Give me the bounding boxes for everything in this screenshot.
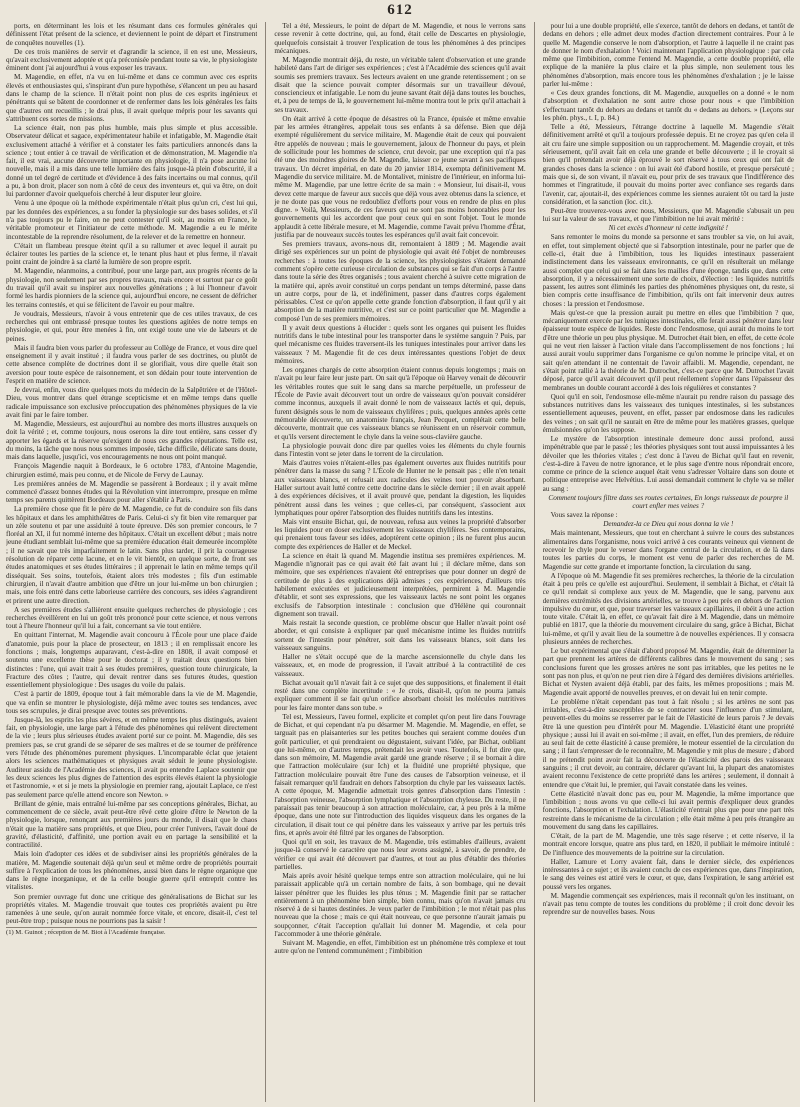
paragraph: Quoi qu'il en soit, les travaux de M. Magendie, très estimables d'ailleurs, avaient jusque-là conservé le caractère que nous leur avons assigné, à savoir, de prendre, de vérifier ce qui avait été découvert par d'autres, et tout au plus d'établir des théories partielles. [274,837,526,871]
paragraph: Bichat avouait qu'il n'avait fait à ce sujet que des suppositions, et finalement il était resté dans une complète incertitude : « Je crois, disait-il, qu'on ne pourra jamais expliquer comment il se fait qu'un orifice absorbant choisit les molécules nutritives pour les faire monter dans son tube. » [274,678,526,712]
paragraph: Les organes chargés de cette absorption étaient connus depuis longtemps ; mais on n'avait pu leur faire leur juste part. On sait qu'à l'époque où Harvey venait de découvrir les véritables routes que suit le sang dans sa marche perpétuelle, un professeur de l'École de Pavie avait découvert tout un ordre de vaisseaux qu'on pouvait considérer comme inconnus, auxquels il avait donné le nom de vaisseaux lactés et qui, depuis, furent désignés sous le nom de vaisseaux chylifères ; puis, quelques années après cette mémorable découverte, un anatomiste français, Jean Pecquet, complétait cette belle découverte, montrait que ces vaisseaux blancs se réunissent en un réservoir commun, et qu'ils versent directement le chyle dans la veine sous-clavière gauche. [274,366,526,441]
paragraph: La science était, non pas plus humble, mais plus simple et plus accessible. Observateur délicat et sagace, expérimentateur habile et infatigable, M. Magendie était exclusivement attaché à vérifier et à constater les faits particuliers annoncés dans la science ; tout entier à ce travail de vérification et de démonstration, M. Magendie n'a fait, il est vrai, aucune découverte importante en physiologie, il n'a pose aucune loi nouvelle, mais il a mis dans une telle lumière des faits jusque-là plein d'obscurité, il a donné un tel degré de certitude et d'évidence à des faits incertains ou mal connus, qu'il a pu, à bon droit, placer son nom à côté de ceux des inventeurs et, qui va être, on doit lui pardonner d'avoir quelquefois cherché à leur disputer leur gloire. [6,123,258,199]
paragraph: Demandez-la ce Dieu qui nous donna la vie ! [603,520,734,529]
paragraph: Il y avait deux questions à élucider : quels sont les organes qui puisent les fluides nutritifs dans le tube intestinal pour les transporter dans le système sanguin ? Puis, par quel mécanisme ces fluides traversent-ils les tuniques intestinales pour arriver dans les vaisseaux ? M. Magendie fit de ces deux intéressantes questions l'objet de deux mémoires. [274,323,526,366]
paragraph: Mais restait la seconde question, ce problème obscur que Haller n'avait point osé aborder, et qui consiste à expliquer par quel mécanisme intime les fluides nutritifs sortent de l'intestin pour pénétrer, soit dans les vaisseaux blancs, soit dans les vaisseaux sanguins. [274,619,526,652]
paragraph: ports, en déterminant les lois et les résumant dans ces formules générales qui définissent l'état présent de la science, et deviennent le point de départ et l'instrument de conquêtes nouvelles (1). [6,22,258,47]
text-columns [6,22,794,1102]
paragraph: M. Magendie, néanmoins, a contribué, pour une large part, aux progrès récents de la physiologie, non seulement par ses propres travaux, mais encore et surtout par ce goût du travail qu'il avait su inspirer aux nouvelles générations ; à lui l'honneur d'avoir formé les hardis pionniers de la science qui, aujourd'hui encore, ne cessent de défricher les terrains contestés, et qui se félicitent de l'avoir eu pour maître. [6,267,258,309]
paragraph: François Magendie naquit à Bordeaux, le 6 octobre 1783, d'Antoine Magendie, chirurgien estimé, mais peu connu, et de Nicole de Fervy de Launay. [6,462,258,479]
paragraph: Comment toujours filtre dans ses routes certaines, En longs ruisseaux de pourpre il court enfler mes veines ? [548,493,789,511]
paragraph: Suivant M. Magendie, en effet, l'imbibition est un phénomène très complexe et tout autre qu'on ne l'entend communément ; l'imbibition [274,939,526,956]
paragraph: Vous savez la réponse : [550,511,618,520]
paragraph: Quoi qu'il en soit, l'endosmose elle-même n'aurait pu rendre raison du passage des substances nutritives dans les vaisseaux des tuniques intestinales, si les substances essentiellement aqueuses, peuvent, en effet, passer par endosmose dans les radicules des veines ; on sait qu'il ne saurait en être de même pour les matières grasses, quelque émulsionnées qu'on les suppose. [542,392,794,434]
paragraph: Le but expérimental que s'était d'abord proposé M. Magendie, était de déterminer la part que prennent les artères de différents calibres dans le mouvement du sang ; ses conclusions furent que les grosses artères ne sont pas irritables, que les petites ne le sont pas non plus, et qu'on ne peut rien dire à l'égard des dernières divisions artérielles. Bichat et Nysten avaient déjà établi, par des faits, les mêmes propositions ; mais M. Magendie avait apporté de nouvelles preuves, et on devait lui en tenir compte. [542,647,794,697]
paragraph: C'était un flambeau presque éteint qu'il a su rallumer et avec lequel il aurait pu éclairer toutes les parties de la science et, le tenant plus haut et plus ferme, il n'avait point craint de joindre à sa clarté la lumière de son propre esprit. [6,241,258,267]
paragraph: La première chose que fit le père de M. Magendie, ce fut de conduire son fils dans les hôpitaux et dans les amphithéâtres de Paris. Celui-ci s'y fit bien vite remarquer par un zèle soutenu et par une assiduité à toute épreuve. Dès son premier concours, le 7 floréal an XI, il fut nommé interne des hôpitaux. C'était un excellent début ; mais notre jeune étudiant semblait lui-même que sa première éducation était demeurée incomplète ; il ne savait que très imparfaitement le latin. Sans plus tarder, il prit la courageuse résolution de réparer cette lacune, et en le vit bientôt, en quelque sorte, de front ses études anatomiques et ses études littéraires ; il apprenait le latin en même temps qu'il disséquait. Ses soins, toutefois, étaient alors très modestes ; fils d'un estimable chirurgien, il n'avait d'autre ambition que d'être un jour lui-même un bon chirurgien ; mais, une fois entré dans cette laborieuse carrière des concours, ses idées s'agrandirent et prirent une autre direction. [6,505,258,605]
paragraph: M. Magendie, Messieurs, est aujourd'hui au nombre des morts illustres auxquels on doit la vérité ; et, comme toujours, nous oserons la dire tout entière, sans cesser d'y apporter les égards et la réserve qu'exigent de nous ces grandes réputations. Telle est, du moins, la tâche que nous nous sommes imposée, tâche difficile, délicate sans doute, mais dans laquelle, jusqu'ici, vos encouragements ne nous ont point manqué. [6,419,258,462]
paragraph: Brillant de génie, mais entraîné lui-même par ses conceptions générales, Bichat, au commencement de ce siècle, avait peut-être rêvé cette gloire d'être le Newton de la physiologie, lorsque, renonçant aux premières jours du monde, il disait que le chaos n'était que la matière sans propriétés, et que Dieu, pour créer l'univers, l'avait doué de gravité, d'élasticité, d'affinité, une portion avait eu en partage la sensibilité et la contractilité. [6,799,258,850]
paragraph: La science en était là quand M. Magendie institua ses premières expériences. M. Magendie n'ignorait pas ce qui avait été fait avant lui ; il déclare même, dans son mémoire, que ses expériences n'avaient été entreprises que pour donner un degré de certitude de plus à des explications déjà admises ; ces expériences, d'ailleurs très habilement exécutées et judicieusement interprétées, permirent à M. Magendie d'établir, et sont ses expressions, que les vaisseaux lactés ne sont point les organes exclusifs de l'absorption intestinale : conclusion que d'Hélène qui couronnait dignement son travail. [274,551,526,618]
paragraph: pour lui a une double propriété, elle s'exerce, tantôt de dehors en dedans, et tantôt de dedans en dehors ; elle admet deux modes d'action directement contraires. Pour à le quelle M. Magendie conserve le nom d'absorption, et l'autre à laquelle il ne craint pas de donner le nom d'exhalation ! Voici maintenant l'application physiologique : par cela même que l'imbibition, comme l'entend M. Magendie, a cette double propriété, elle explique de la manière la plus claire et la plus simple, non seulement tous les phénomènes d'absorption, mais encore tous les phénomènes d'exhalation ; je le laisse parler lui-même : [542,22,794,89]
paragraph: Haller, Lamure et Lorry avaient fait, dans le dernier siècle, des expériences intéressantes à ce sujet ; et ils avaient conclu de ces expériences que, dans l'inspiration, le sang des veines est attiré vers le cœur, et que, dans l'expiration, le sang artériel est poussé vers les organes. [542,857,794,891]
paragraph: Son premier ouvrage fut donc une critique des généralisations de Bichat sur les propriétés vitales. M. Magendie trouvait que toutes ces propriétés avaient pu être ramenées à une seule, qu'on aurait nommée force vitale, et encore, disait-il, c'est tel peut-être trop ; puisque nous ne pourrions pas la saisir ! [6,892,258,926]
paragraph: Tel est, Messieurs, l'aveu formel, explicite et complet qu'on peut lire dans l'ouvrage de Bichat, et qui cependant n'a pu désarmer M. Magendie. M. Magendie, en effet, se targuait pas en plaisanteries sur les petites bouches qui seraient comme douées d'un goût particulier, et qui prendraient ou dégustaient, suivant l'idée, par Bichat, oubliant que lui-même, on d'autres temps, prétendait les avoir vues. Toutefois, il fut dire que, dans son mémoire, M. Magendie avait gardé une grande réserve ; il se bornait à dire que l'attraction moléculaire (sur Ich) et la fluidité une propriété physique, que l'attraction moléculaire pouvait être l'une des causes de l'absorption veineuse, et il faisait remarquer qu'il faudrait en dehors l'absorption du chyle par les vaisseaux lactés. A cette époque, M. Magendie admettait trois genres d'absorption dans l'intestin : l'absorption veineuse, l'absorption lymphatique et l'absorption chyleuse. Du reste, il ne paraissait pas tenir beaucoup à son attraction moléculaire, car, à peu près à la même époque, dans une note sur l'introduction des liquides visqueux dans les organes de la circulation, il disait tout ce qui pénètre dans les vaisseaux y arrive par les pertuis très fins, et après avoir été filtré par les organes de l'absorption. [274,712,526,837]
paragraph: Le problème n'était cependant pas tout à fait résolu ; si les artères ne sont pas irritables, c'est-à-dire susceptibles de se contracter sous l'influence d'un stimulant, peuvent-elles du moins se resserrer par le fait de l'élasticité de leurs parois ? Je devais être là une question peu d'intérêt pour M. Magendie. L'élasticité étant une propriété physique ; aussi lui il avait en soi-même ; il avait, en effet, l'un des premiers, de réduire au seul fait de cette élasticité à cause première, le moteur essentiel de la circulation du sang ; il faut s'empresser de le reconnaître, M. Magendie y mit plus de mesure ; d'abord il ne prétendit point avoir fait la découverte de l'élasticité des parois des vaisseaux sanguins ; il crut devoir, au contraire, déclarer qu'avant lui, la plupart des anatomistes avaient reconnu l'existence de cette propriété dans les artères ; seulement, il donnait à entendre que c'était lui, le premier, qui l'avait constatée dans les veines. [542,697,794,789]
paragraph: Tel a été, Messieurs, le point de départ de M. Magendie, et nous le verrons sans cesse revenir à cette doctrine, qui, au fond, était celle de Descartes en physiologie, quelquefois consistait à trouver l'explication de tous les phénomènes à des principes mécaniques. [274,22,526,55]
paragraph: « Ces deux grandes fonctions, dit M. Magendie, auxquelles on a donné « le nom d'absorption et d'exhalation ne sont autre chose pour nous « que l'imbibition s'effectuant tantôt du dehors au dedans et tantôt du « dedans au dehors. » (Leçons sur les phén. phys., t. I, p. 84.) [542,89,794,123]
paragraph: M. Magendie montrait déjà, du reste, un véritable talent d'observation et une grande habileté dans l'art de diriger ses expériences ; c'est à l'Académie des sciences qu'il avait soumis ses premiers travaux. Ses lecteurs avaient en une grande retentissement ; on se disait que la science pouvait compter désormais sur un travailleur dévoué, consciencieux et infatigable. Le nom du jeune savant était déjà dans toutes les bouches, et, à peu de temps de là, le gouvernement lui-même montra tout le prix qu'il attachait à ses travaux. [274,55,526,114]
paragraph: M. Magendie, en effet, n'a vu en lui-même et dans ce commun avec ces esprits élevés et enthousiastes qui, s'inspirant d'un pure hypothèse, s'élancent un peu au hasard dans le champ de la science. Il n'était point non plus de ces esprits ingénieux et pénétrants qui se bâtent de coordonner et de renfermer dans les lois générales les faits que d'autres ont recueillis ; le drai plus, il avait quelque mépris pour les savants qui s'attribuent ces sortes de missions. [6,73,258,123]
paragraph: M. Magendie commençait ses expériences, mais il reconnaît qu'on les instituant, on n'avait pas tenu compte de toutes les conditions du problème ; il croit donc devoir les reprendre sur de nouvelles bases. Nous [542,891,794,917]
paragraph: Jusque-là, les esprits les plus sévères, et en même temps les plus distingués, avaient fait, en physiologie, une large part à l'étude des phénomènes qui relèvent directement de la vie ; leurs plus sérieuses études avaient porté sur ce point. M. Magendie, dès ses premiers pas, se crut grandi de se séparer de ses maîtres et de se tourner de préférence vers l'étude des phénomènes purement physiques. L'incomparable éclat que jetaient alors les sciences mathématiques et physiques avait séduit le jeune physiologiste. Auditeur assidu de l'Académie des sciences, il avait pu entendre Laplace soutenir que les deux sciences les plus dignes de l'attention des esprits élevés étaient la physiologie et l'astronomie, « et si je mets la physiologie en premier rang, ajoutait Laplace, ce n'est pas seulement parce qu'elle attend encore son Newton. » [6,715,258,799]
paragraph: Je devrai, enfin, vous dire quelques mots du médecin de la Salpêtrière et de l'Hôtel-Dieu, vous montrer dans quel étrange scepticisme et en même temps dans quelle radicale impuissance son exclusive préoccupation des phénomènes physiques de la vie avait fini par le faire tomber. [6,385,258,419]
paragraph: On était arrivé à cette époque de désastres où la France, épuisée et même envahie par les armées étrangères, appelait tous ses enfants à sa défense. Bien que déjà exempté régulièrement du service militaire, M. Magendie était de ceux qui pouvaient être appelés de nouveau ; mais le gouvernement, jaloux de l'honneur du pays, et plein de sollicitude pour les hommes de science, crut devoir, par une exception qui n'a pas été une des moindres gloires de M. Magendie, laisser ce jeune savant à ses pacifiques travaux. Un décret impérial, en date du 20 janvier 1814, exempta définitivement M. Magendie du service militaire. M. de Montalivet, ministre de l'intérieur, en informa lui-même M. Magendie, par une lettre écrite de sa main : « Monsieur, lui disait-il, vous devez cette marque de faveur aux succès que déjà vous avez obtenus dans la science, et je ne doute pas que vous ne redoubliez d'efforts pour vous en rendre de plus en plus digne. » Voilà, Messieurs, de ces faveurs qui ne sont pas moins honorables pour les gouvernements qui les accordent que pour ceux qui en sont l'objet. Tout le monde applaudit à cette libérale mesure, et M. Magendie, comme l'avait prévu l'homme d'État, justifia par de nouveaux succès toutes les espérances qu'il avait fait concevoir. [274,114,526,240]
paragraph: Venu à une époque où la méthode expérimentale n'était plus qu'un cri, c'est lui qui, par les données des expériences, a su fonder la physiologie sur des bases solides, et s'il n'a pas toujours pu le faire, on ne peut contester qu'il soit, au moins en France, le véritable promoteur et l'initiateur de cette méthode. M. Magendie a eu le mérite incontestable de la reprendre résolument, de la relever et de la remettre en honneur. [6,199,258,241]
paragraph: Peut-être trouverez-vous avec nous, Messieurs, que M. Magendie s'abusait un peu lui sur la valeur de ses travaux, et que l'imbibition ne lui avait mérité : [542,206,794,224]
paragraph: Sans remonter le moins du monde sa personne et sans troubler sa vie, on lui avait, en effet, tout simplement objecté que si l'absorption intestinale, pour ne parler que de celle-ci, était due à l'imbibition, tous les liquides intestinaux passeraient indistinctement dans les vaisseaux environnants, ce qu'il en résulterait un mélange aussi complet que celui qui se fait dans les mailles d'une éponge, tandis que, dans cette absorption, il y a nécessairement une sorte de choix, d'élection : les liquides nutritifs passent, les autres sont éliminés les parties des phénomènes physiques ont, du reste, si bien compris cette insuffisance de l'imbibition, qu'ils ont fait intervenir deux autres choses : la pression et l'endosmose. [542,233,794,308]
paragraph: Mais il faudra bien vous parler du professeur au Collège de France, et vous dire quel enseignement il y avait institué ; il faudra vous parler de ses doctrines, ou plutôt de cette absence complète de doctrines dont il se glorifiait, vous dire quelle était son aversion pour toute espèce de raisonnement, et son dédain pour toute intervention de l'esprit en matière de science. [6,343,258,385]
paragraph: Mais d'autres voies n'étaient-elles pas également ouvertes aux fluides nutritifs pour pénétrer dans la masse du sang ? L'École de Hunter ne le pensait pas ; elle n'en tenait aux vaisseaux blancs, et refusait aux radicules des veines tout pouvoir absorbant. Haller surtout avait lutté contre cette doctrine dans le siècle dernier ; il en avait appelé à des expériences décisives, et il avait prouvé que, pendant la digestion, les liquides pénètrent aussi dans les veines ; que celles-ci, par conséquent, s'associent aux lymphatiques pour opérer l'absorption des fluides nutritifs dans les intestins. [274,459,526,517]
paragraph: Mais après avoir hésité quelque temps entre son attraction moléculaire, qui ne lui paraissait applicable qu'à un certain nombre de faits, à son bombage, qui ne devait laisser pénétrer que les fluides les plus ténus ; M. Magendie finit par se rattacher entièrement à un phénomène bien simple, bien connu, mais qu'on n'avait jamais cru réservé à de si hautes destinées. Je veux parler de l'imbibition ; le mot n'était pas plus nouveau que la chose ; mais ce qui était nouveau, ce que personne n'aurait jamais pu soupçonner, c'était l'acception qu'allait lui donner M. Magendie, et cela pour l'accommoder à une théorie générale. [274,871,526,939]
paragraph: A l'époque où M. Magendie fit ses premières recherches, la théorie de la circulation était à peu près ce qu'elle est aujourd'hui. Seulement, il semblait à Bichat, et c'était là ce qu'il rendait si complexe aux yeux de M. Magendie, que le sang, parvenu aux dernières extrémités des divisions artérielles, se trouve à peu près en dehors de l'action impulsive du cœur, et que, pour traverser les vaisseaux capillaires, il obéit à une action toute vitale. C'était là, en effet, ce qu'avait fait dire à M. Magendie, dans un mémoire publié en 1817, que la théorie du mouvement circulaire du sang, grâce à Bichat, Bichat lui-même, et qu'il y avait lieu de la soumettre à de nouvelles expériences. Il y consacra plusieurs années de recherches. [542,571,794,647]
paragraph: La physiologie pouvait donc dire par quelles voies les éléments du chyle fournis dans l'intestin vont se jeter dans le torrent de la circulation. [274,441,526,458]
paragraph: Le mystère de l'absorption intestinale demeure donc aussi profond, aussi impénétrable que par le passé ; les théories physiques sont tout aussi impuissantes à les dévoiler que les théories vitales ; c'est donc à l'aveu de Bichat qu'il faut en revenir, c'est-à-dire à l'aveu de notre ignorance, et le plus sage d'entre nous répondrait encore, comme ce prince de la science auquel était venu s'adresser Voltaire dans son doute et politique entreprise avec Helvétius. Lui aussi demandait comment le chyle va se mêler au sang : [542,434,794,493]
column-divider [534,22,535,1102]
paragraph: C'est à partir de 1809, époque tout à fait mémorable dans la vie de M. Magendie, que va enfin se montrer le physiologiste, déjà même avec toutes ses tendances, avec tous ses scrupules, je dirai presque avec toutes ses préventions. [6,690,258,715]
paragraph: Ses premiers travaux, avons-nous dit, remontaient à 1809 ; M. Magendie avait dirigé ses expériences sur un point de physiologie qui avait été l'objet de nombreuses recherches : à toutes les époques de la science, les physiologistes s'étaient demandé comment s'opère cette curieuse circulation de substances qui se fait d'un corps à l'autre dans toute la série des êtres organisés ; tous avaient cherché à suivre cette migration de la matière qui, après avoir constitué un corps pendant un temps déterminé, passe dans un autre corps, pour de là, et indéfiniment, passer dans d'autres corps également périssables. C'est ce qu'on appelle cette grande fonction d'absorption, il faut qu'il y ait absorption de la matière nutritive, et c'est sur ce point particulier que M. Magendie a composé l'un de ses premiers mémoires. [274,240,526,323]
paragraph: Cette élasticité n'avait donc pas eu, pour M. Magendie, la même importance que l'imbibition ; nous avons vu que celle-ci lui avait permis d'expliquer deux grandes fonctions, l'absorption et l'exhalation. L'élasticité n'entrait plus que pour une part très restreinte dans le mécanisme de la circulation ; elle était même à peu près étrangère au mouvement du sang dans les capillaires. [542,789,794,831]
paragraph: Je voudrais, Messieurs, n'avoir à vous entretenir que de ces utiles travaux, de ces recherches qui ont embrassé presque toutes les questions agitées de notre temps en physiologie, et qui, pour être menées à fin, ont exigé toute une vie de labeurs et de peines. [6,309,258,343]
paragraph: Ni cet excès d'honneur ni cette indignité ! [608,224,729,233]
paragraph: Mais vint ensuite Bichat, qui, de nouveau, refusa aux veines la propriété d'absorber les liquides pour en doser exclusivement les vaisseaux chylifères. Ses contemporains, qui prenaient tous faveur ses idées, adoptèrent cette opinion ; ils ne furent plus aucun compte des expériences de Haller et de Meckel. [274,517,526,551]
paragraph: A ses premières études s'allièrent ensuite quelques recherches de physiologie ; ces recherches éveillèrent en lui un goût très prononcé pour cette science, et nous verrons tout à l'heure l'honneur qu'il lui a fait, concernant sa vie tout entière. [6,605,258,631]
page-header [0,0,800,20]
column-divider [265,22,266,1102]
paragraph: C'était, de la part de M. Magendie, une très sage réserve ; et cette réserve, il la montrait encore lorsque, quatre ans plus tard, en 1820, il publiait le mémoire intitulé : De l'influence des mouvements de la poitrine sur la circulation. [542,832,794,857]
footnote: (1) M. Guinot ; réception de M. Biot à l'Académie française. [6,927,257,937]
paragraph: Mais maintenant, Messieurs, que tout en cherchant à suivre le cours des substances alimentaires dans l'organisme, nous voici arrivé à ces courants veineux qui viennent de recevoir le chyle pour le verser dans l'organe central de la circulation, et de là dans toutes les parties du corps, le moment est venu de parler des recherches de M. Magendie sur cette grande et importante fonction, la circulation du sang. [542,529,794,571]
column-left [6,22,257,1102]
column-middle [274,22,525,1102]
paragraph: Les premières années de M. Magendie se passèrent à Bordeaux ; il y avait même commencé d'assez bonnes études qui la Révolution vint interrompre, presque en même temps ses parents quittèrent Bordeaux pour aller s'établir à Paris. [6,479,258,505]
paragraph: Mais qu'est-ce que la pression aurait pu mettre en elles que l'imbibition ? que, mécaniquement exercée par les tuniques intestinales, elle ferait aussi pénétrer dans leur épaisseur toute espèce de liquides. Reste donc l'endosmose, qui aurait du moins le tort d'être une théorie un peu plus physique. M. Dutrochet était bien, en effet, de cette école qui ne veut rien laisser à l'action vitale dans l'accomplissement de nos fonctions ; lui aussi aurait voulu supprimer dans l'organisme ce qu'on nomme le principe vital, et on sait qu'en attendant il ne contentait de l'avoir affaibli. M. Magendie, cependant, ne s'était point rallié à la théorie de M. Dutrochet, c'est-ce parce que M. Dutrochet l'avait déposé, parce qu'il avait découvert qu'il peut réellement s'opérer dans l'épaisseur des membranes un double courant accordé à des lois régulières et constantes ? [542,308,794,392]
paragraph: Mais loin d'adopter ces idées et de subdiviser ainsi les propriétés générales de la matière, M. Magendie soutenait déjà qu'un seul et même ordre de propriétés pourrait suffire à l'explication de tous les phénomènes, aussi bien dans le règne organique que dans le règne inorganique, et de la celle bougie guerre qu'il entreprit contre les vitalistes. [6,850,258,892]
paragraph: Haller ne s'était occupé que de la marche ascensionnelle du chyle dans les vaisseaux, et, en mode de progression, il l'avait attribué à la contractilité de ces vaisseaux. [274,653,526,678]
paragraph: Telle a été, Messieurs, l'étrange doctrine à laquelle M. Magendie s'était définitivement arrêté et qu'il a toujours professée depuis. Et ne croyez pas qu'en cela il ait cru faire une simple supposition ou un rapprochement. M. Magendie croyait, et très sérieusement, qu'il avait fait en cela une grande et belle découverte ; il le croyait si bien qu'il prétendait avoir déjà éprouvé le sort réservé à tous ceux qui ont fait de grandes choses dans la science : on lui avait été d'abord hostile, et presque persécuté ; mais que si, de son vivant, il n'avait eu, pour prix de ses travaux que l'indifférence des hommes et l'ingratitude, il pouvait du moins porter avec confiance ses regards dans l'avenir, car, ajoutait-il, des expériences comme les siennes auraient tôt ou tard la juste considération, et la sanction (loc. cit.). [542,123,794,206]
column-right [543,22,794,1102]
page-number: 612 [387,2,413,18]
paragraph: De ces trois manières de servir et d'agrandir la science, il en est une, Messieurs, qu'avait exclusivement adoptée et qu'a préconisée pendant toute sa vie, le physiologiste éminent dont j'ai aujourd'hui à vous exposer les travaux. [6,47,258,73]
paragraph: En quittant l'internat, M. Magendie avait concouru à l'École pour une place d'aide d'anatomie, puis pour la place de prosecteur, en 1813 ; il en remplissait encore les fonctions ; mais, longtemps auparavant, c'est-à-dire en 1808, il avait composé et soutenu une excellente thèse pour le doctorat ; il y traitait deux questions bien distinctes : l'une, qui avait trait à ses études premières, question toute chirurgicale, la Fracture des côtes ; l'autre, qui devait rentrer dans ses futures études, question essentiellement physiologique : Des usages du voile du palais. [6,631,258,690]
